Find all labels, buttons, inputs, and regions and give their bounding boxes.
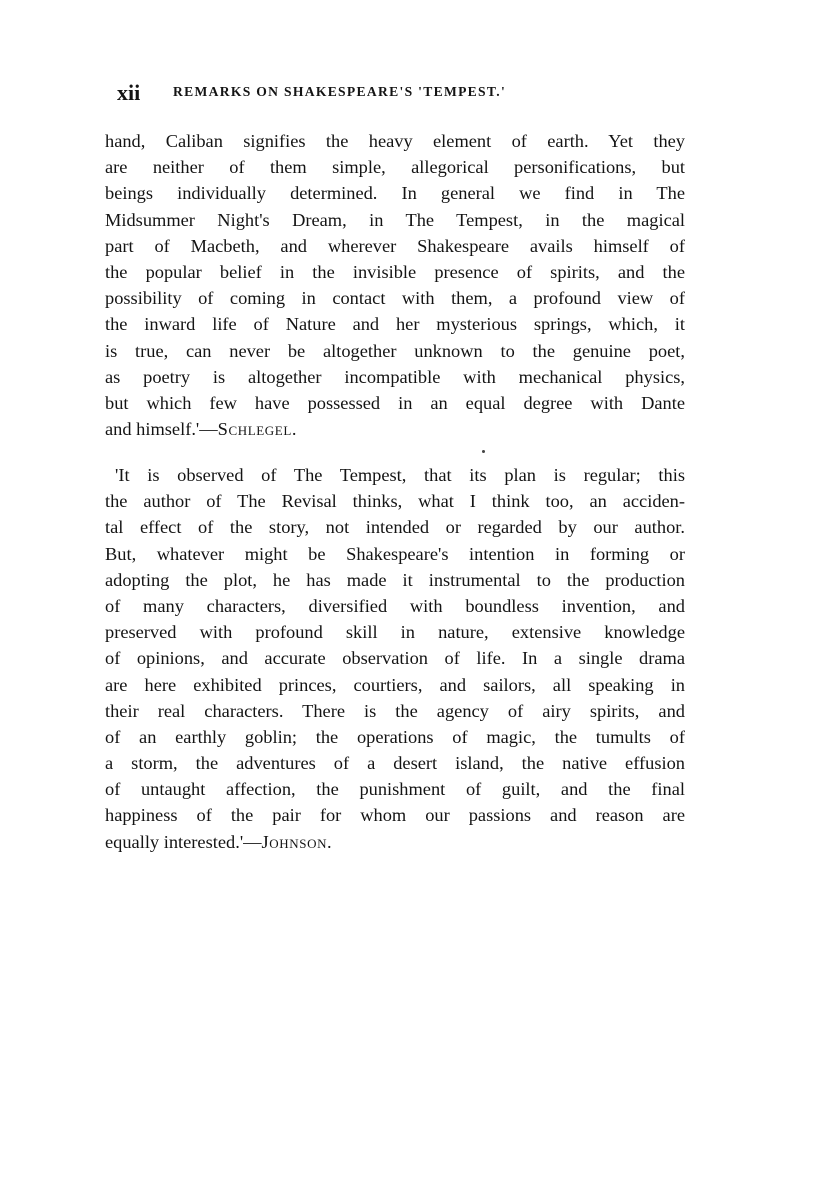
- text-line: their real characters. There is the agency of airy spirits, and: [105, 700, 685, 721]
- text-line: the popular belief in the invisible presence of spirits, and the: [105, 261, 685, 282]
- closing-text: equally interested.'—: [105, 831, 262, 852]
- attribution: Johnson.: [261, 831, 333, 852]
- text-line: a storm, the adventures of a desert island, the native effusion: [105, 753, 685, 774]
- text-line: the inward life of Nature and her mysterious springs, which, it: [105, 314, 685, 335]
- page-speck: [482, 450, 485, 453]
- text-line: happiness of the pair for whom our passions and reason are: [105, 805, 685, 826]
- text-line: of opinions, and accurate observation of life. In a single drama: [105, 648, 685, 669]
- text-line: the author of The Revisal thinks, what I think too, an acciden-: [105, 491, 685, 512]
- text-line: But, whatever might be Shakespeare's intention in forming or: [105, 543, 685, 564]
- text-line: Midsummer Night's Dream, in The Tempest, in the magical: [105, 209, 685, 230]
- text-line: of an earthly goblin; the operations of magic, the tumults of: [105, 726, 685, 747]
- page-number: xii: [117, 80, 141, 105]
- text-line: adopting the plot, he has made it instrumental to the production: [105, 569, 685, 590]
- text-line: preserved with profound skill in nature, extensive knowledge: [105, 622, 685, 643]
- text-line: of many characters, diversified with boundless invention, and: [105, 595, 685, 616]
- closing-text: and himself.'—: [105, 419, 218, 440]
- text-line: beings individually determined. In general we find in The: [105, 183, 685, 204]
- text-line: of untaught affection, the punishment of guilt, and the final: [105, 779, 685, 800]
- text-line: are neither of them simple, allegorical personifications, but: [105, 157, 685, 178]
- text-line: as poetry is altogether incompatible with mechanical physics,: [105, 366, 685, 387]
- paragraph-johnson: [105, 462, 685, 855]
- text-line: but which few have possessed in an equal degree with Dante: [105, 392, 685, 413]
- text-line-last: [105, 416, 685, 442]
- text-line: are here exhibited princes, courtiers, and sailors, all speaking in: [105, 674, 685, 695]
- text-line: 'It is observed of The Tempest, that its plan is regular; this: [115, 465, 685, 485]
- text-line: part of Macbeth, and wherever Shakespeare avails himself of: [105, 235, 685, 256]
- text-line: hand, Caliban signifies the heavy element of earth. Yet they: [105, 131, 685, 151]
- text-line: possibility of coming in contact with them, a profound view of: [105, 288, 685, 309]
- running-head: REMARKS ON SHAKESPEARE'S 'TEMPEST.': [173, 84, 507, 99]
- attribution: Schlegel.: [217, 419, 298, 440]
- paragraph-schlegel: [105, 128, 685, 442]
- text-line: tal effect of the story, not intended or regarded by our author.: [105, 517, 685, 538]
- text-line-last: [105, 829, 685, 855]
- text-line: is true, can never be altogether unknown to the genuine poet,: [105, 340, 685, 361]
- page-header: [117, 80, 617, 106]
